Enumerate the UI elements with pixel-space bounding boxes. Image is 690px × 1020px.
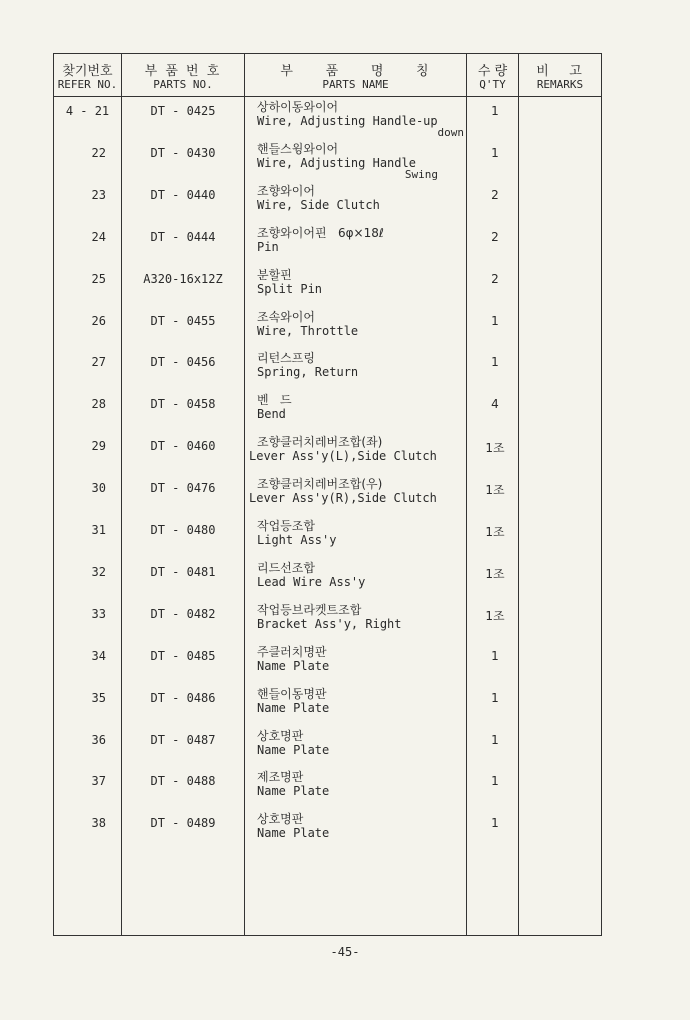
qty-cell: 2	[491, 187, 499, 202]
parts-no-cell: DT - 0486	[150, 690, 216, 705]
parts-name-english: Lead Wire Ass'y	[257, 574, 366, 589]
refer-no-cell: 24	[91, 229, 106, 244]
header-parts-no	[122, 54, 244, 96]
parts-no-cell: DT - 0488	[150, 774, 216, 789]
parts-no-cell: DT - 0485	[150, 648, 216, 663]
header-remarks-ko: 비 고	[536, 64, 584, 79]
header-parts-no-en: PARTS NO.	[153, 78, 213, 91]
parts-name-cell	[257, 812, 480, 840]
qty-cell: 1	[491, 145, 499, 160]
parts-name-english: Wire, Side Clutch	[257, 197, 380, 212]
table-row	[54, 268, 601, 310]
parts-name-cell	[257, 645, 480, 673]
parts-no-cell: DT - 0487	[150, 732, 216, 747]
parts-name-korean: 핸들이동명판	[257, 686, 327, 701]
qty-cell: 1	[491, 104, 499, 118]
parts-name-english: Wire, Adjusting Handle-up	[257, 114, 438, 128]
parts-name-cell	[249, 477, 472, 505]
parts-name-korean: 조속와이어	[257, 309, 315, 324]
table-row	[54, 226, 601, 268]
parts-name-korean: 리드선조합	[257, 560, 315, 575]
refer-no-cell: 22	[91, 145, 106, 160]
qty-cell: 1조	[485, 441, 505, 456]
table-row	[54, 561, 601, 603]
parts-name-cell	[257, 687, 480, 715]
header-qty	[467, 54, 518, 96]
table-row	[54, 184, 601, 226]
refer-no-cell: 4 - 21	[65, 104, 110, 118]
parts-name-english: Split Pin	[257, 281, 323, 296]
refer-no-cell: 37	[91, 774, 106, 789]
table-row	[54, 435, 601, 477]
parts-name-continuation: down	[437, 126, 464, 139]
table-row	[54, 603, 601, 645]
parts-name-korean: 작업등브라켓트조합	[257, 602, 362, 617]
qty-cell: 2	[491, 271, 499, 286]
parts-name-cell	[257, 351, 480, 379]
header-parts-name	[245, 54, 466, 96]
parts-name-korean: 조향와이어	[257, 183, 315, 198]
table-row	[54, 687, 601, 729]
parts-name-korean: 조향와이어핀 6φ×18ℓ	[257, 225, 384, 240]
parts-name-english: Name Plate	[257, 700, 330, 715]
header-refer-ko: 찾기번호	[62, 64, 113, 79]
table-row	[54, 645, 601, 687]
qty-cell: 1	[491, 355, 499, 370]
header-parts-name-ko: 부 품 명 칭	[280, 64, 431, 79]
qty-cell: 1	[491, 690, 499, 705]
refer-no-cell: 30	[91, 481, 106, 496]
parts-name-cell	[257, 100, 480, 138]
refer-no-cell: 27	[91, 355, 106, 370]
table-row	[54, 477, 601, 519]
parts-name-korean: 상하이동와이어	[257, 100, 339, 114]
table-row	[54, 142, 601, 184]
parts-name-korean: 작업등조합	[257, 519, 315, 533]
refer-no-cell: 38	[91, 816, 106, 831]
parts-name-english: Bend	[257, 407, 286, 422]
parts-name-korean: 상호명판	[257, 812, 304, 827]
parts-name-english: Spring, Return	[257, 365, 359, 380]
refer-no-cell: 35	[91, 690, 106, 705]
parts-name-english: Name Plate	[257, 742, 330, 757]
refer-no-cell: 36	[91, 732, 106, 747]
parts-name-continuation: Swing	[404, 167, 438, 181]
header-qty-ko: 수 량	[477, 64, 508, 79]
parts-no-cell: DT - 0480	[150, 523, 216, 537]
parts-name-cell	[257, 393, 480, 421]
header-refer-no	[54, 54, 121, 96]
refer-no-cell: 31	[91, 523, 106, 537]
qty-cell: 1	[491, 816, 499, 831]
parts-name-cell	[257, 310, 480, 338]
refer-no-cell: 32	[91, 564, 106, 579]
refer-no-cell: 29	[91, 439, 106, 454]
parts-name-korean: 상호명판	[257, 728, 304, 743]
header-divider	[54, 96, 601, 97]
parts-name-korean: 제조명판	[257, 770, 304, 785]
parts-name-korean: 분할핀	[257, 267, 292, 282]
parts-list-table	[53, 53, 602, 936]
parts-name-english: Pin	[257, 239, 279, 254]
parts-name-english: Wire, Throttle	[257, 323, 359, 338]
refer-no-cell: 33	[91, 606, 106, 621]
parts-name-cell	[257, 226, 480, 254]
refer-no-cell: 25	[91, 271, 106, 286]
parts-name-cell	[257, 561, 480, 589]
table-row	[54, 519, 601, 561]
qty-cell: 1	[491, 648, 499, 663]
header-qty-en: Q'TY	[479, 78, 506, 91]
header-parts-no-ko: 부 품 번 호	[144, 64, 222, 79]
parts-no-cell: DT - 0489	[150, 816, 216, 831]
qty-cell: 1	[491, 313, 499, 328]
qty-cell: 1	[491, 774, 499, 789]
table-row	[54, 770, 601, 812]
parts-name-korean: 리턴스프링	[257, 351, 315, 366]
parts-name-english: Bracket Ass'y, Right	[257, 616, 402, 631]
header-parts-name-en: PARTS NAME	[322, 78, 389, 91]
table-row	[54, 729, 601, 771]
refer-no-cell: 28	[91, 397, 106, 412]
parts-name-cell	[249, 435, 472, 463]
parts-name-english: Wire, Adjusting Handle	[257, 155, 416, 170]
parts-name-cell	[257, 603, 480, 631]
parts-name-cell	[257, 142, 480, 180]
parts-name-cell	[257, 268, 480, 296]
parts-name-korean: 조향클러치레버조합(좌)	[257, 435, 383, 450]
qty-cell: 1	[491, 732, 499, 747]
table-row	[54, 100, 601, 142]
parts-name-cell	[257, 519, 480, 547]
parts-name-cell	[257, 184, 480, 212]
header-remarks	[519, 54, 601, 96]
parts-no-cell: DT - 0476	[150, 481, 216, 496]
parts-no-cell: DT - 0481	[150, 564, 216, 579]
parts-no-cell: DT - 0444	[150, 229, 216, 244]
parts-no-cell: DT - 0456	[150, 355, 216, 370]
parts-name-korean: 핸들스윙와이어	[257, 141, 339, 156]
parts-name-english: Lever Ass'y(L),Side Clutch	[249, 449, 437, 464]
qty-cell: 1조	[485, 608, 505, 623]
parts-name-cell	[257, 770, 480, 798]
table-row	[54, 351, 601, 393]
parts-no-cell: DT - 0425	[150, 104, 216, 118]
refer-no-cell: 26	[91, 313, 106, 328]
parts-name-english: Name Plate	[257, 784, 330, 799]
qty-cell: 1조	[485, 525, 505, 539]
parts-name-korean: 조향클러치레버조합(우)	[257, 477, 383, 492]
parts-name-english: Lever Ass'y(R),Side Clutch	[249, 491, 437, 506]
parts-no-cell: DT - 0458	[150, 397, 216, 412]
qty-cell: 2	[491, 229, 499, 244]
parts-no-cell: DT - 0455	[150, 313, 216, 328]
header-remarks-en: REMARKS	[536, 78, 584, 91]
header-refer-en: REFER NO.	[57, 78, 118, 91]
parts-name-korean: 벤 드	[257, 393, 292, 408]
page-number: -45-	[330, 945, 360, 959]
parts-name-cell	[257, 729, 480, 757]
qty-cell: 1조	[485, 483, 505, 498]
table-row	[54, 393, 601, 435]
parts-name-english: Light Ass'y	[257, 533, 337, 547]
parts-name-english: Name Plate	[257, 658, 330, 673]
refer-no-cell: 34	[91, 648, 106, 663]
refer-no-cell: 23	[91, 187, 106, 202]
parts-no-cell: DT - 0482	[150, 606, 216, 621]
parts-no-cell: DT - 0440	[150, 187, 216, 202]
parts-name-korean: 주클러치명판	[257, 644, 327, 659]
table-row	[54, 310, 601, 352]
parts-no-cell: A320-16x12Z	[143, 271, 223, 286]
parts-no-cell: DT - 0460	[150, 439, 216, 454]
qty-cell: 1조	[485, 566, 505, 581]
qty-cell: 4	[491, 397, 499, 412]
table-row	[54, 812, 601, 854]
parts-no-cell: DT - 0430	[150, 145, 216, 160]
parts-name-english: Name Plate	[257, 826, 330, 841]
